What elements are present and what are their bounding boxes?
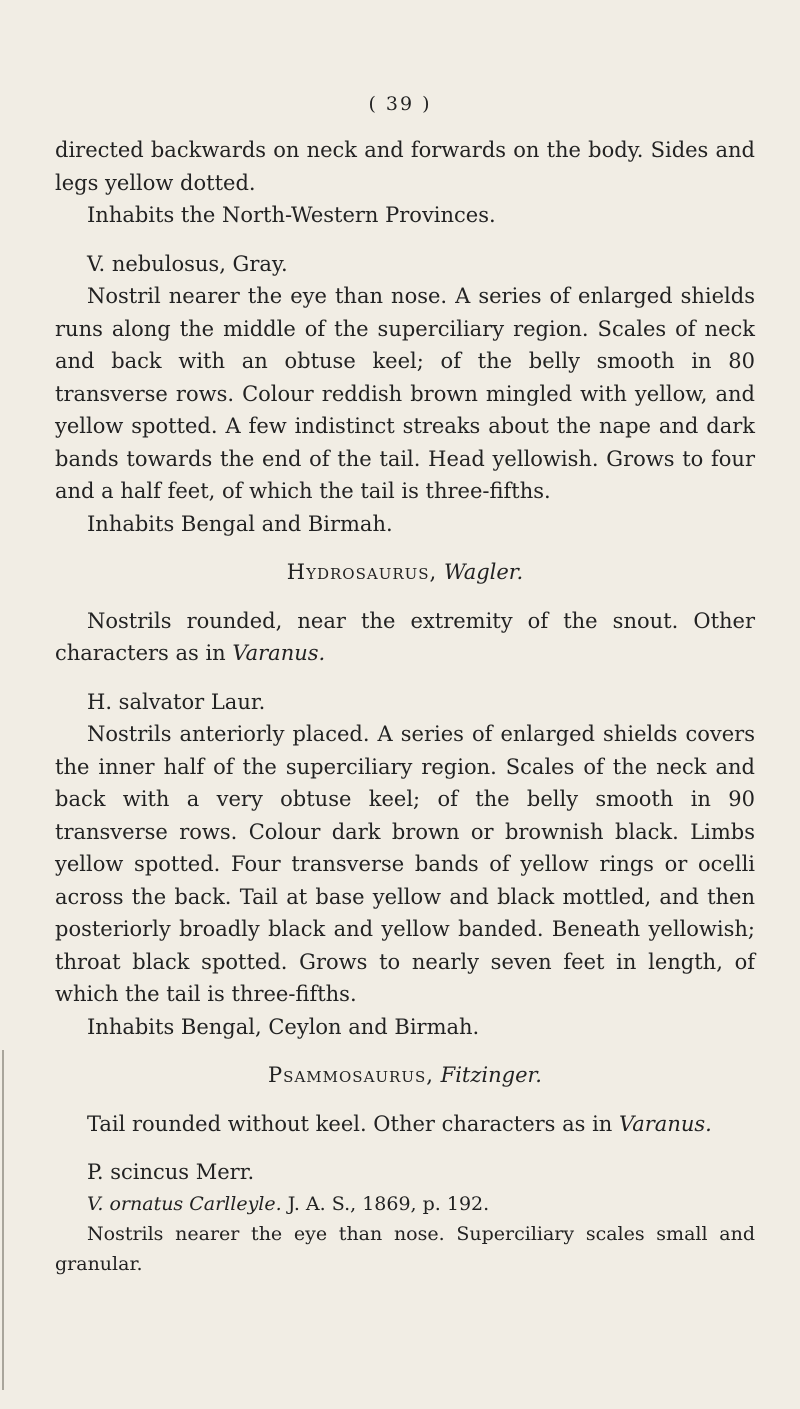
continued-paragraph: directed backwards on neck and forwards on the body. Sides and legs yellow dotted. xyxy=(55,138,755,195)
desc-genus-ref: Varanus. xyxy=(232,641,326,665)
genus-description-psammosaurus xyxy=(55,1108,755,1141)
genus-heading-psammosaurus xyxy=(55,1059,755,1092)
page-body xyxy=(55,134,755,1279)
synonym-name: V. ornatus Carlleyle. xyxy=(87,1192,282,1215)
habitat-line: Inhabits the North-Western Provinces. xyxy=(87,203,496,227)
page-edge-shadow xyxy=(2,1050,4,1390)
genus-author: Wagler. xyxy=(443,560,524,584)
species-description-salvator: Nostrils anteriorly placed. A series of enlarged shields covers the inner half of the superciliary region. Scales of the neck and back with a very obtuse keel; of the belly smooth in 90 transverse rows. Colour dark brown or brownish black. Limbs yellow spotted. Four transverse bands of yellow rings or ocelli across the back. Tail at base yellow and black mottled, and then posteriorly broadly black and yellow banded. Beneath yellowish; throat black spotted. Grows to nearly seven feet in length, of which the tail is three-fifths. xyxy=(55,722,755,1006)
genus-name: Psammosaurus, xyxy=(268,1063,434,1087)
synonym-reference: J. A. S., 1869, p. 192. xyxy=(281,1192,490,1215)
species-heading-nebulosus: V. nebulosus, Gray. xyxy=(87,251,288,276)
species-heading-scincus: P. scincus Merr. xyxy=(87,1160,255,1184)
genus-heading-hydrosaurus xyxy=(55,556,755,589)
synonym-line xyxy=(55,1189,755,1219)
desc-genus-ref: Varanus. xyxy=(619,1111,712,1136)
species-description-nebulosus: Nostril nearer the eye than nose. A series of enlarged shields runs along the middle of the superciliary region. Scales of neck and back with an obtuse keel; of the belly smooth in 80 transverse rows. Colour reddish brown mingled with yellow, and yellow spotted. A few indistinct streaks about the nape and dark bands towards the end of the tail. Head yellowish. Grows to four and a half feet, of which the tail is three-fifths. xyxy=(55,284,755,503)
habitat-nebulosus: Inhabits Bengal and Birmah. xyxy=(87,511,393,536)
genus-name: Hydrosaurus, xyxy=(286,560,438,584)
desc-text: Tail rounded without keel. Other characters as in xyxy=(87,1111,620,1136)
page-number: ( 39 ) xyxy=(368,93,432,115)
genus-author: Fitzinger. xyxy=(440,1063,542,1087)
species-description-scincus: Nostrils nearer the eye than nose. Superciliary scales small and granular. xyxy=(55,1222,755,1275)
desc-text: Nostrils rounded, near the extremity of the snout. Other characters as in xyxy=(55,608,755,665)
habitat-salvator: Inhabits Bengal, Ceylon and Birmah. xyxy=(87,1014,480,1039)
species-heading-salvator: H. salvator Laur. xyxy=(87,689,266,714)
genus-description-hydrosaurus xyxy=(55,605,755,670)
